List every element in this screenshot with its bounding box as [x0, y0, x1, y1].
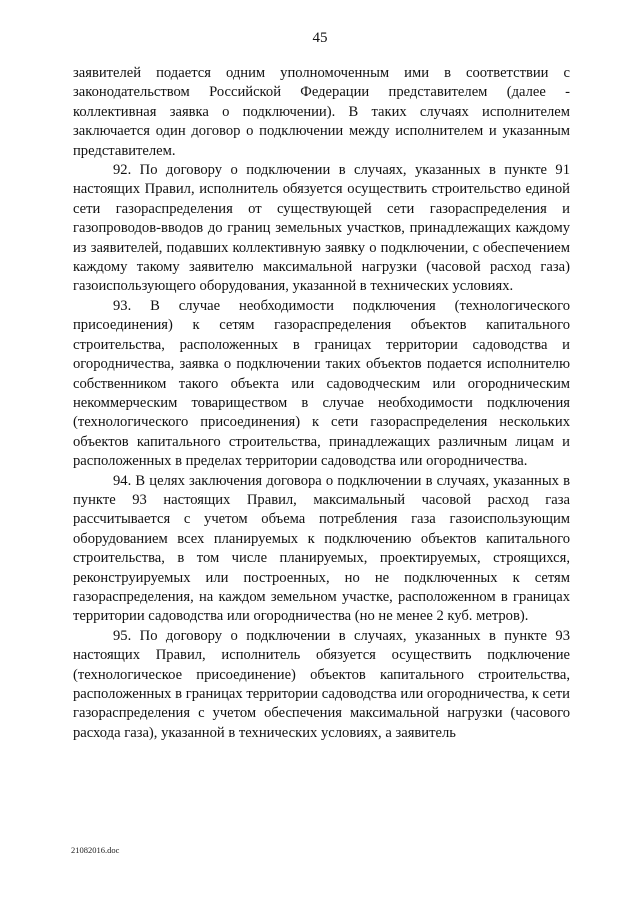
document-body — [73, 64, 570, 743]
paragraph-94: 94. В целях заключения договора о подключении в случаях, указанных в пункте 93 настоящих Правил, максимальный часовой расход газа рассчитывается с учетом объема потребления газа газоиспользующим оборудованием всех планируемых к подключению объектов капитального строительства, в том числе планируемых, проектируемых, строящихся, реконструируемых или построенных, но не подключенных к сетям газораспределения, на каждом земельном участке, расположенном в границах территории садоводства или огородничества (но не менее 2 куб. метров). — [73, 472, 570, 625]
paragraph-continuation: заявителей подается одним уполномоченным ими в соответствии с законодательством Российской Федерации представителем (далее - коллективная заявка о подключении). В таких случаях исполнителем заключается один договор о подключении между исполнителем и указанным представителем. — [73, 65, 570, 159]
paragraph-92: 92. По договору о подключении в случаях, указанных в пункте 91 настоящих Правил, исполнитель обязуется осуществить строительство единой сети газораспределения от существующей сети газораспределения и газопроводов-вводов до границ земельных участков, принадлежащих каждому из заявителей, подавших коллективную заявку о подключении, с обеспечением каждому такому заявителю максимальной нагрузки (часовой расход газа) газоиспользующего оборудования, указанной в технических условиях. — [73, 162, 570, 295]
page-number: 45 — [312, 30, 328, 46]
paragraph-93: 93. В случае необходимости подключения (технологического присоединения) к сетям газораспределения объектов капитального строительства, расположенных в границах территории садоводства и огородничества, заявка о подключении таких объектов подается исполнителю собственником такого объекта или садоводческим или огородническим некоммерческим товариществом в случае необходимости подключения (технологического присоединения) к сети газораспределения нескольких объектов капитального строительства, принадлежащих различным лицам и расположенных в пределах территории садоводства или огородничества. — [73, 297, 570, 470]
file-name-footer: 21082016.doc — [71, 845, 120, 855]
paragraph-95: 95. По договору о подключении в случаях, указанных в пункте 93 настоящих Правил, исполнитель обязуется осуществить подключение (технологическое присоединение) объектов капитального строительства, расположенных в границах территории садоводства или огородничества, к сети газораспределения с учетом обеспечения максимальной нагрузки (часового расхода газа), указанной в технических условиях, а заявитель — [73, 627, 570, 741]
